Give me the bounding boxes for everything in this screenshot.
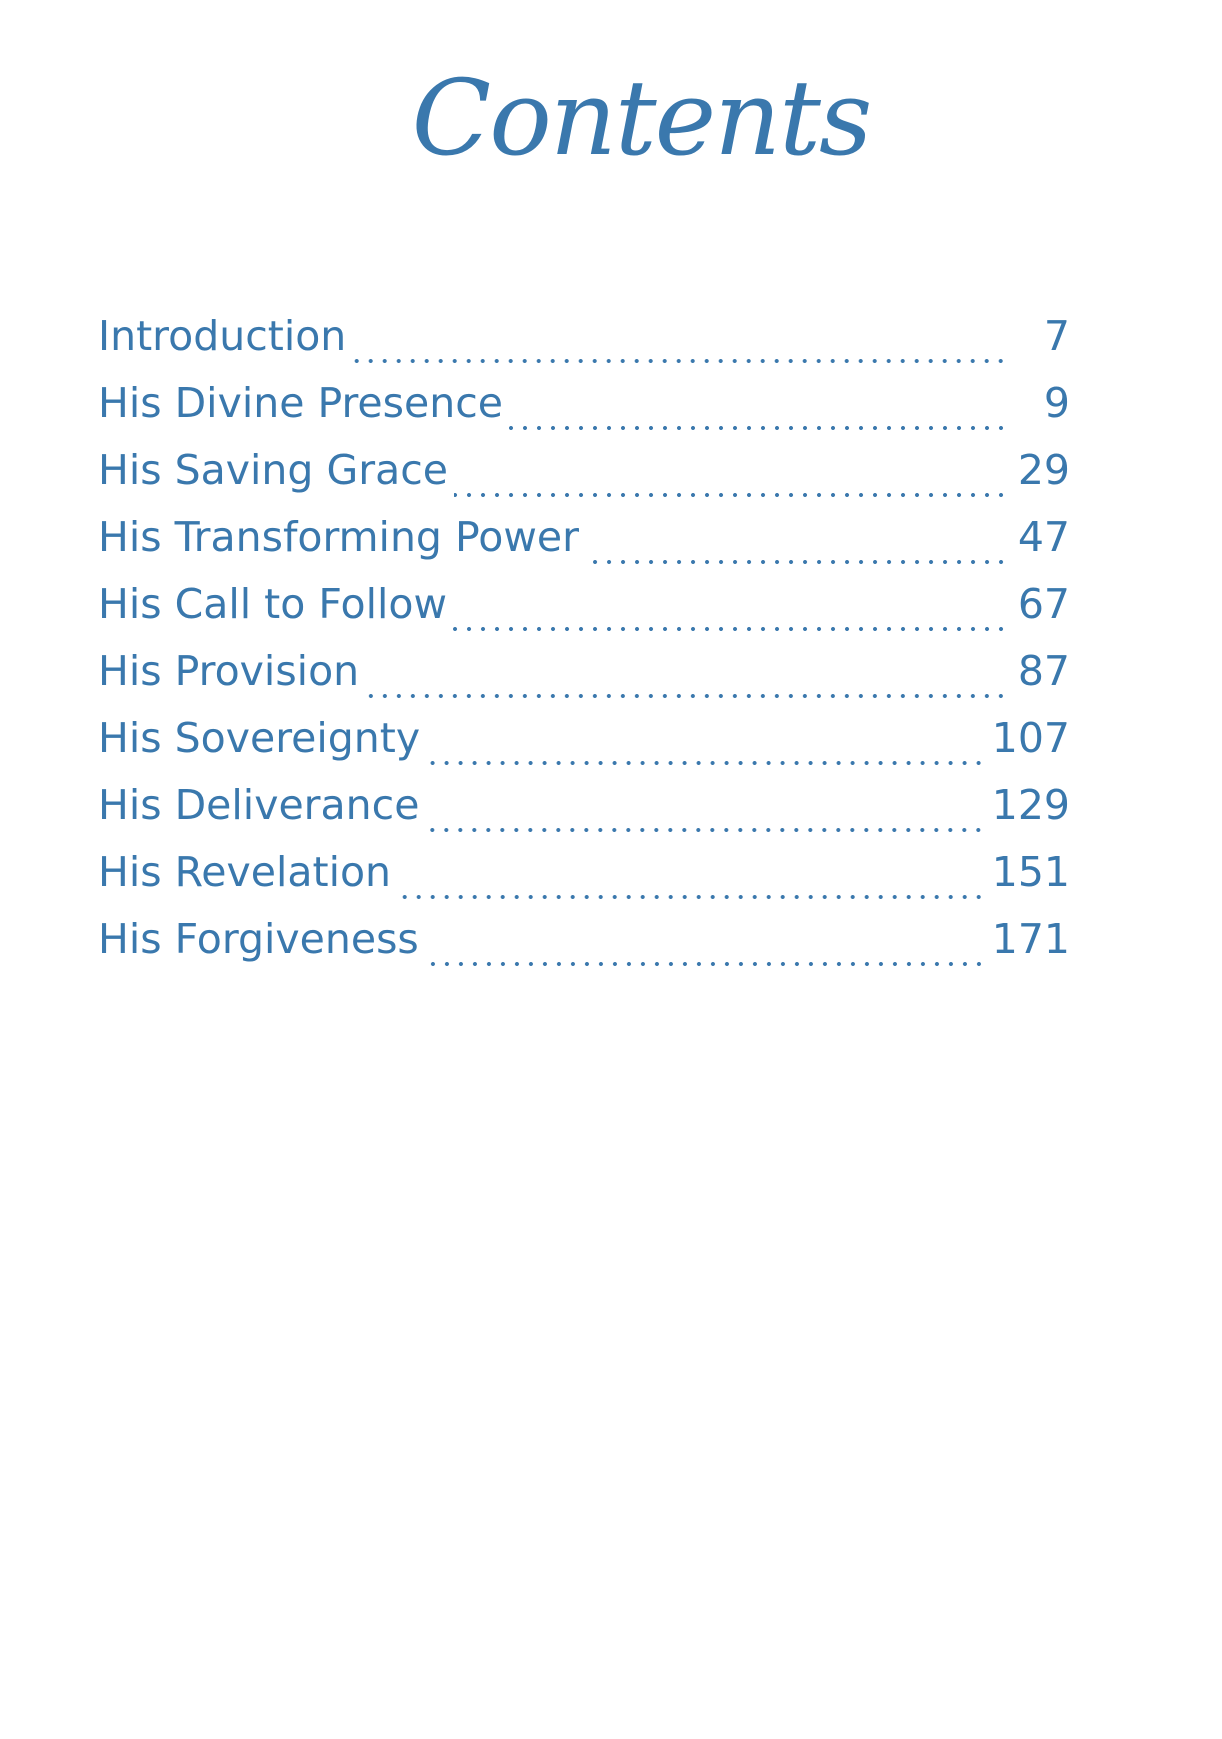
toc-entry-page-number: 87 <box>1017 647 1070 695</box>
toc-entry-revelation[interactable] <box>98 848 1070 915</box>
toc-entry-provision[interactable] <box>98 647 1070 714</box>
toc-entry-transforming-power[interactable] <box>98 513 1070 580</box>
dot-leader <box>352 357 1008 365</box>
dot-leader <box>426 759 986 767</box>
dot-leader <box>509 424 1008 432</box>
dot-leader <box>425 960 986 968</box>
toc-entry-label: His Call to Follow <box>98 580 447 628</box>
page-title: Contents <box>411 57 871 179</box>
toc-entry-divine-presence[interactable] <box>98 379 1070 446</box>
toc-entry-page-number: 47 <box>1017 513 1070 561</box>
toc-entry-page-number: 29 <box>1017 446 1070 494</box>
toc-entry-deliverance[interactable] <box>98 781 1070 848</box>
toc-entry-label: His Provision <box>98 647 360 695</box>
toc-entry-page-number: 9 <box>1043 379 1070 427</box>
toc-entry-page-number: 171 <box>991 915 1070 963</box>
dot-leader <box>397 893 986 901</box>
toc-entry-label: His Transforming Power <box>98 513 579 561</box>
dot-leader <box>365 692 1008 700</box>
table-of-contents <box>98 312 1070 982</box>
toc-entry-label: His Divine Presence <box>98 379 503 427</box>
dot-leader <box>453 625 1008 633</box>
toc-entry-saving-grace[interactable] <box>98 446 1070 513</box>
toc-entry-page-number: 151 <box>991 848 1070 896</box>
toc-entry-label: His Deliverance <box>98 781 420 829</box>
dot-leader <box>454 491 1008 499</box>
toc-entry-label: Introduction <box>98 312 347 360</box>
toc-entry-introduction[interactable] <box>98 312 1070 379</box>
toc-entry-page-number: 67 <box>1017 580 1070 628</box>
toc-entry-call-to-follow[interactable] <box>98 580 1070 647</box>
toc-entry-label: His Sovereignty <box>98 714 421 762</box>
toc-entry-label: His Saving Grace <box>98 446 448 494</box>
dot-leader <box>425 826 985 834</box>
dot-leader <box>585 558 1008 566</box>
toc-entry-sovereignty[interactable] <box>98 714 1070 781</box>
toc-entry-forgiveness[interactable] <box>98 915 1070 982</box>
toc-entry-page-number: 7 <box>1043 312 1070 360</box>
toc-entry-label: His Revelation <box>98 848 392 896</box>
toc-entry-page-number: 107 <box>991 714 1070 762</box>
toc-entry-label: His Forgiveness <box>98 915 419 963</box>
toc-entry-page-number: 129 <box>991 781 1070 829</box>
